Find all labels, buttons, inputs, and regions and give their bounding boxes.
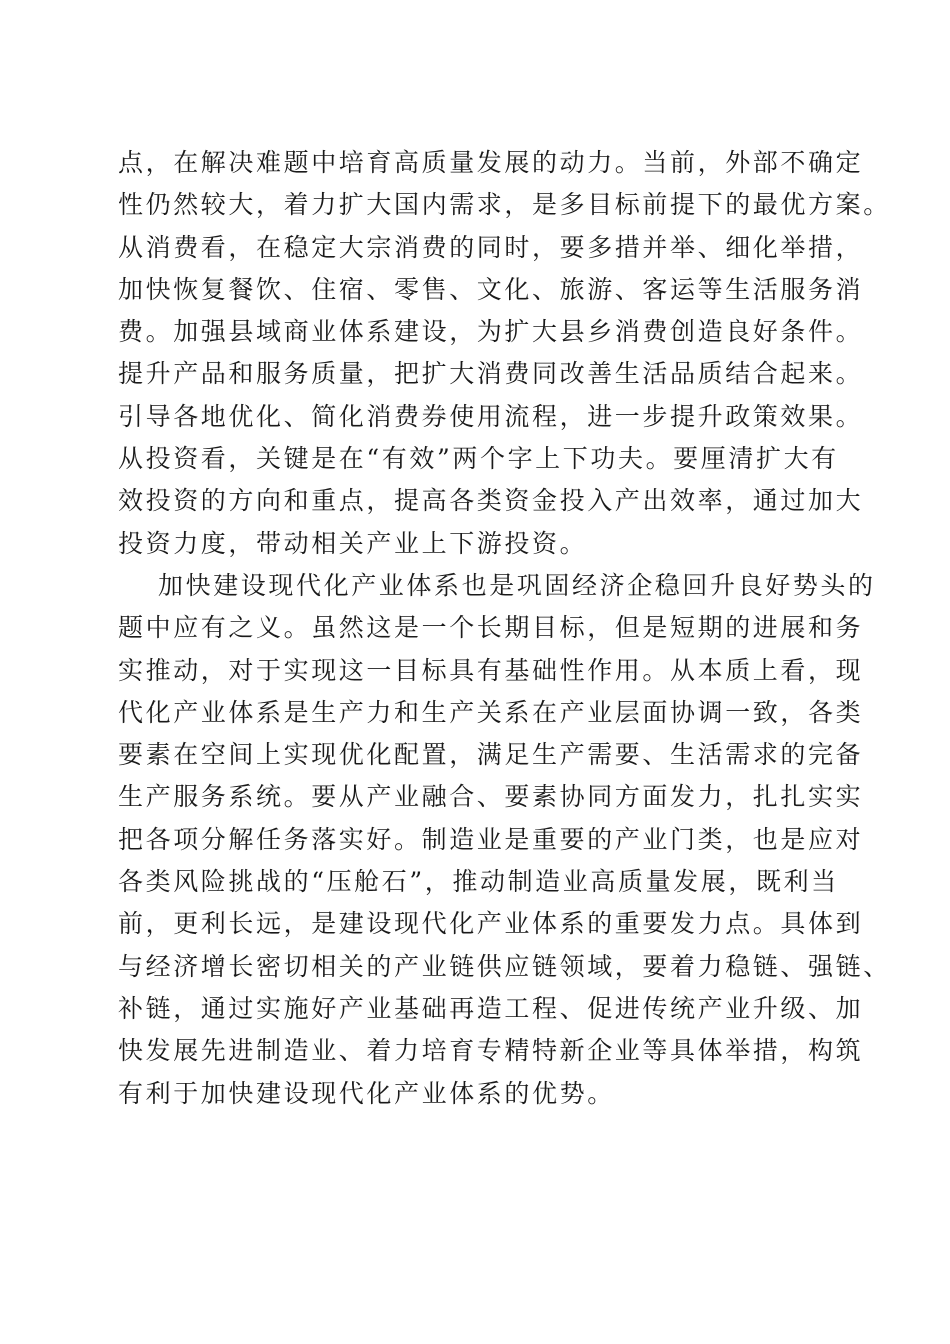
paragraph-line: 生产服务系统。要从产业融合、要素协同方面发力，扎扎实实: [118, 782, 864, 812]
paragraph-line: 把各项分解任务落实好。制造业是重要的产业门类，也是应对: [118, 824, 864, 854]
paragraph-line: 投资力度，带动相关产业上下游投资。: [118, 528, 588, 558]
document-body: [118, 142, 891, 1115]
paragraph-line: 点，在解决难题中培育高质量发展的动力。当前，外部不确定: [118, 148, 864, 177]
paragraph-line: 代化产业体系是生产力和生产关系在产业层面协调一致，各类: [118, 697, 864, 727]
paragraph-2: [118, 565, 891, 1115]
paragraph-line: 效投资的方向和重点，提高各类资金投入产出效率，通过加大: [118, 486, 864, 516]
paragraph-1: [118, 142, 891, 565]
paragraph-line: 加快恢复餐饮、住宿、零售、文化、旅游、客运等生活服务消: [118, 274, 864, 304]
paragraph-line: 从投资看，关键是在“有效”两个字上下功夫。要厘清扩大有: [118, 444, 839, 474]
paragraph-line: 补链，通过实施好产业基础再造工程、促进传统产业升级、加: [118, 993, 864, 1023]
paragraph-line: 从消费看，在稳定大宗消费的同时，要多措并举、细化举措，: [118, 232, 864, 262]
paragraph-line: 前，更利长远，是建设现代化产业体系的重要发力点。具体到: [118, 909, 864, 939]
paragraph-line: 提升产品和服务质量，把扩大消费同改善生活品质结合起来。: [118, 359, 864, 389]
paragraph-line: 实推动，对于实现这一目标具有基础性作用。从本质上看，现: [118, 655, 864, 685]
paragraph-line: 加快建设现代化产业体系也是巩固经济企稳回升良好势头的: [158, 570, 876, 600]
paragraph-line: 引导各地优化、简化消费券使用流程，进一步提升政策效果。: [118, 401, 864, 431]
paragraph-line: 题中应有之义。虽然这是一个长期目标，但是短期的进展和务: [118, 613, 864, 643]
paragraph-line: 性仍然较大，着力扩大国内需求，是多目标前提下的最优方案。: [118, 190, 891, 220]
paragraph-line: 与经济增长密切相关的产业链供应链领域，要着力稳链、强链、: [118, 951, 891, 981]
paragraph-line: 有利于加快建设现代化产业体系的优势。: [118, 1078, 615, 1108]
paragraph-line: 费。加强县域商业体系建设，为扩大县乡消费创造良好条件。: [118, 317, 864, 347]
paragraph-line: 快发展先进制造业、着力培育专精特新企业等具体举措，构筑: [118, 1036, 864, 1066]
paragraph-line: 要素在空间上实现优化配置，满足生产需要、生活需求的完备: [118, 740, 864, 770]
paragraph-line: 各类风险挑战的“压舱石”，推动制造业高质量发展，既利当: [118, 867, 839, 897]
